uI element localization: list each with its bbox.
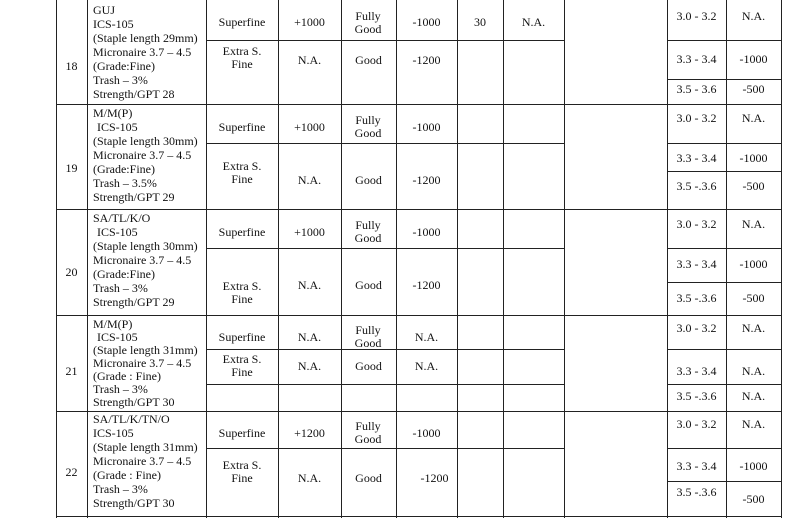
desc-line: (Grade:Fine) [93,59,155,73]
mic-range: 3.5 - 3.6 [676,82,717,96]
diff-value: N.A. [297,330,322,344]
mic-amount: N.A. [741,364,766,378]
diff-value: N.A. [297,471,322,485]
price-value: N.A. [414,330,439,344]
grade-label: Superfine [218,120,266,134]
price-value: -1200 [412,53,441,67]
desc-line: (Grade:Fine) [93,162,155,176]
price-value: N.A. [414,359,439,373]
desc-line: Strength/GPT 30 [93,395,175,409]
mic-amount: -1000 [739,52,768,66]
row-divider [56,104,782,105]
grade-divider [206,448,565,449]
price-value: -1200 [420,471,449,485]
sl-no: 21 [65,364,78,378]
desc-line: Strength/GPT 28 [93,87,175,101]
mic-divider [667,171,782,172]
price-value: -1000 [412,15,441,29]
desc-line: Strength/GPT 30 [93,496,175,510]
desc-line: Trash – 3.5% [93,176,157,190]
mic-divider [667,143,782,144]
desc-line: Micronaire 3.7 – 4.5 [93,148,192,162]
mic-range: 3.0 - 3.2 [676,9,717,23]
col-line-right [781,0,782,518]
grade-label: Superfine [218,426,266,440]
row-divider [56,315,782,316]
desc-line: ICS-105 [93,17,134,31]
desc-line: SA/TL/K/TN/O [93,412,170,426]
grade-divider [206,384,565,385]
desc-line: Trash – 3% [93,73,148,87]
mic-divider [667,481,782,482]
quality-value: Fully Good [354,113,382,140]
grade-label: Extra S. Fine [222,279,262,306]
desc-line: ICS-105 [97,120,138,134]
mic-range: 3.0 - 3.2 [676,217,717,231]
quality-value: Good [355,471,382,485]
grade-label: Superfine [218,225,266,239]
mic-amount: -1000 [739,257,768,271]
quality-value: Good [355,359,382,373]
desc-line: Micronaire 3.7 – 4.5 [93,253,192,267]
sl-no: 18 [65,59,78,73]
mic-range: 3.3 - 3.4 [676,364,717,378]
mic-range: 3.5 -.3.6 [676,291,717,305]
desc-line: (Grade : Fine) [93,369,161,383]
desc-line: M/M(P) [93,317,133,331]
desc-line: (Staple length 30mm) [93,239,198,253]
desc-line: Micronaire 3.7 – 4.5 [93,356,192,370]
quality-value: Fully Good [354,323,382,350]
mic-range: 3.0 - 3.2 [676,321,717,335]
price-value: -1200 [412,173,441,187]
col-line-extra2 [564,0,565,518]
desc-line: ICS-105 [97,225,138,239]
desc-line: (Staple length 31mm) [93,343,198,357]
mic-amount: -500 [742,291,765,305]
col-line-sl [87,0,88,518]
mic-range: 3.3 - 3.4 [676,151,717,165]
grade-label: Superfine [218,330,266,344]
grade-divider [206,248,565,249]
mic-range: 3.0 - 3.2 [676,417,717,431]
mic-amount: N.A. [741,9,766,23]
mic-amount: -1000 [739,151,768,165]
price-value: -1000 [412,120,441,134]
price-value: -1000 [412,426,441,440]
mic-amount: -500 [742,492,765,506]
col-line-desc [206,0,207,518]
extra-value: N.A. [521,15,546,29]
desc-line: (Staple length 31mm) [93,440,198,454]
desc-line: (Staple length 30mm) [93,134,198,148]
diff-value: N.A. [297,173,322,187]
mic-amount: N.A. [741,217,766,231]
mic-amount: N.A. [741,321,766,335]
diff-value: +1200 [294,426,325,440]
sl-no: 20 [65,265,78,279]
row-divider [56,516,782,517]
desc-line: Strength/GPT 29 [93,190,175,204]
mic-divider [667,448,782,449]
desc-line: Trash – 3% [93,482,148,496]
col-line-left [56,0,57,518]
desc-line: Micronaire 3.7 – 4.5 [93,45,192,59]
col-line-grade [278,0,279,518]
mic-range: 3.0 - 3.2 [676,111,717,125]
mic-divider [667,384,782,385]
col-line-quality [396,0,397,518]
desc-line: ICS-105 [97,330,138,344]
mic-divider [667,349,782,350]
quality-value: Good [355,173,382,187]
grade-label: Extra S. Fine [222,352,262,379]
sl-no: 22 [65,465,78,479]
col-line-extra [503,0,504,518]
mic-amount: -1000 [739,459,768,473]
mic-amount: N.A. [741,111,766,125]
col-line-diff [341,0,342,518]
quality-value: Good [355,278,382,292]
quality-value: Fully Good [354,9,382,36]
mic-range: 3.5 -.3.6 [676,179,717,193]
sl-no: 19 [65,161,78,175]
desc-line: ICS-105 [93,426,134,440]
grade-label: Superfine [218,15,266,29]
mic-range: 3.3 - 3.4 [676,52,717,66]
row-divider [56,209,782,210]
mic-amount: N.A. [741,389,766,403]
extra-value: 30 [474,15,486,29]
mic-amount: -500 [742,179,765,193]
mic-amount: -500 [742,82,765,96]
mic-range: 3.3 - 3.4 [676,257,717,271]
grade-label: Extra S. Fine [222,159,262,186]
mic-range: 3.5 -.3.6 [676,389,717,403]
desc-line: GUJ [93,3,116,17]
desc-line: (Staple length 29mm) [93,31,198,45]
mic-divider [667,79,782,80]
grade-label: Extra S. Fine [222,458,262,485]
mic-divider [667,282,782,283]
desc-line: M/M(P) [93,106,133,120]
desc-line: Trash – 3% [93,382,148,396]
desc-line: SA/TL/K/O [93,211,151,225]
price-value: -1000 [412,225,441,239]
grade-label: Extra S. Fine [222,44,262,71]
quality-value: Fully Good [354,419,382,446]
diff-value: +1000 [294,15,325,29]
mic-divider [667,248,782,249]
grade-divider [206,40,565,41]
desc-line: (Grade:Fine) [93,267,155,281]
mic-divider [667,40,782,41]
diff-value: N.A. [297,359,322,373]
diff-value: N.A. [297,278,322,292]
desc-line: Strength/GPT 29 [93,295,175,309]
diff-value: +1000 [294,225,325,239]
diff-value: N.A. [297,53,322,67]
diff-value: +1000 [294,120,325,134]
mic-range: 3.3 - 3.4 [676,459,717,473]
col-line-value [457,0,458,518]
quality-value: Good [355,53,382,67]
mic-amount: N.A. [741,417,766,431]
price-value: -1200 [412,278,441,292]
desc-line: Trash – 3% [93,281,148,295]
mic-range: 3.5 -.3.6 [676,485,717,499]
grade-divider [206,143,565,144]
desc-line: Micronaire 3.7 – 4.5 [93,454,192,468]
desc-line: (Grade : Fine) [93,468,161,482]
quality-value: Fully Good [354,218,382,245]
